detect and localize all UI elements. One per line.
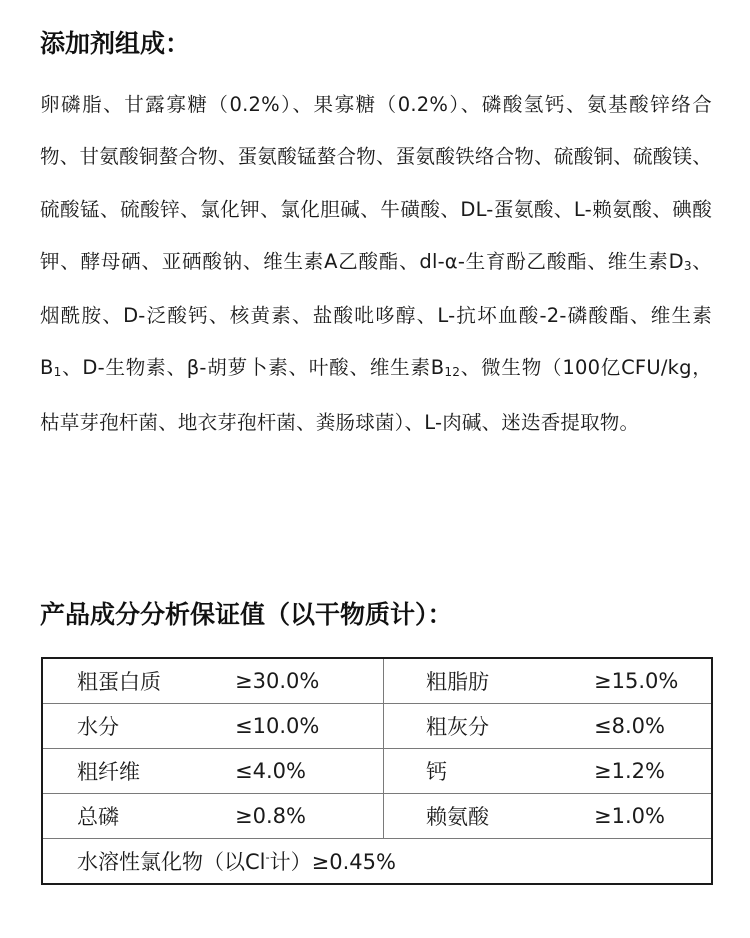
ingredient-text-part-2: 、烟酰胺、D-泛酸钙、核黄素、盐酸吡哆醇、L-抗坏血酸-2-磷酸酯、维生素B [40,249,713,380]
vitamin-d-subscript: 3 [683,258,692,273]
vitamin-b1-subscript: 1 [53,365,62,380]
ingredient-text-part-4: 、微生物（100亿CFU/kg，枯草芽孢杆菌、地衣芽孢杆菌、粪肠球菌）、L-肉碱、迷迭香提取物。 [40,356,712,434]
table-row [42,794,712,839]
nutrient-value: ≤4.0% [235,749,384,794]
analysis-table [41,657,713,885]
nutrient-value: ≥15.0% [594,669,679,693]
nutrient-name: 水分 [42,704,235,749]
table-row [42,749,712,794]
ingredient-text-part-1: 卵磷脂、甘露寡糖（0.2%）、果寡糖（0.2%）、磷酸氢钙、氨基酸锌络合物、甘氨酸铜螯合物、蛋氨酸锰螯合物、蛋氨酸铁络合物、硫酸铜、硫酸镁、硫酸锰、硫酸锌、氯化钾、氯化胆碱、牛磺酸、DL-蛋氨酸、L-赖氨酸、碘酸钾、酵母硒、亚硒酸钠、维生素A乙酸酯、dl-α-生育酚乙酸酯、维生素D [40,93,712,273]
additives-ingredient-list [40,79,712,449]
nutrient-value: ≥30.0% [235,669,320,693]
chloride-superscript: - [265,850,270,864]
nutrient-name: 粗纤维 [42,749,235,794]
ingredient-text-part-3: 、D-生物素、β-胡萝卜素、叶酸、维生素B [61,356,445,380]
nutrient-name: 钙 [384,749,595,794]
nutrient-name: 粗蛋白质 [77,670,161,694]
nutrient-value: ≥1.0% [594,794,712,839]
nutrient-name: 赖氨酸 [384,794,595,839]
nutrient-value: ≥1.2% [594,749,712,794]
nutrient-value: ≤10.0% [235,704,384,749]
analysis-title: 产品成分分析保证值（以干物质计）： [40,600,453,629]
chloride-label-suffix: 计）≥0.45% [269,850,396,874]
chloride-label-prefix: 水溶性氯化物（以Cl [77,850,266,874]
nutrient-name: 总磷 [42,794,235,839]
table-row [42,704,712,749]
table-row [42,839,712,885]
nutrient-name: 粗灰分 [384,704,595,749]
table-row [42,658,712,704]
chloride-row-cell [42,839,712,885]
nutrient-value: ≥0.8% [235,794,384,839]
additives-title: 添加剂组成： [40,29,191,58]
nutrient-value: ≤8.0% [594,704,712,749]
nutrient-name: 粗脂肪 [384,658,595,704]
vitamin-b12-subscript: 12 [444,365,461,380]
